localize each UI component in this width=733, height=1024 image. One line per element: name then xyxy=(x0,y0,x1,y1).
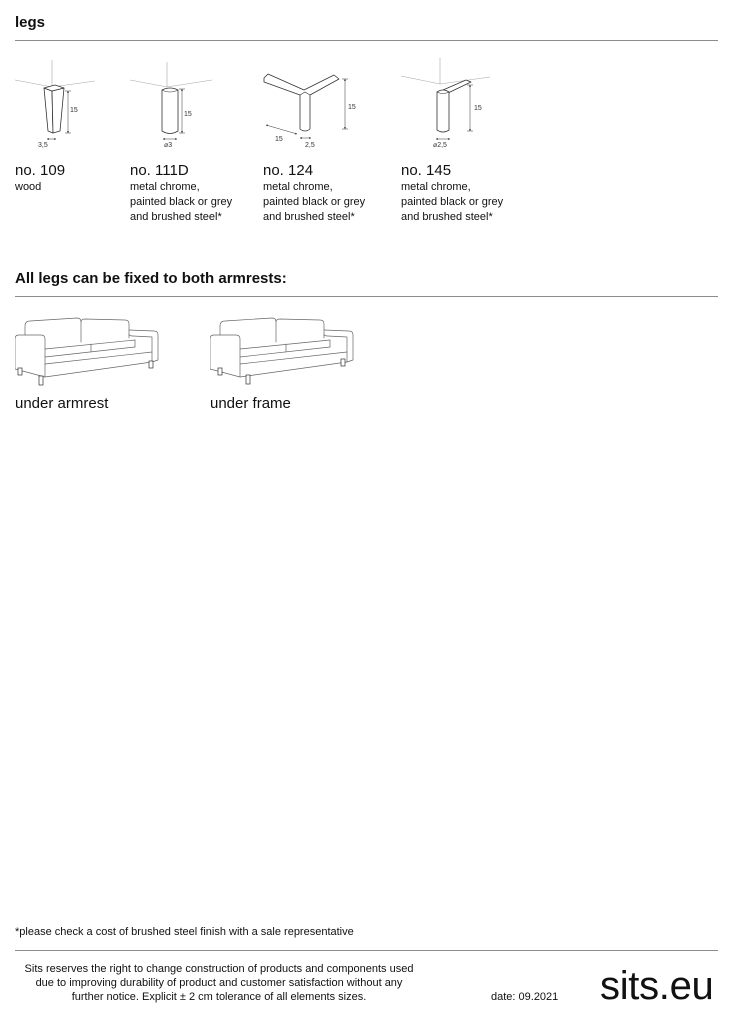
leg-model-name: no. 111D xyxy=(130,162,189,179)
sits-logo: sits.eu xyxy=(600,964,714,1008)
leg-109-left-face xyxy=(44,88,53,133)
leg-material: and brushed steel* xyxy=(263,211,355,223)
leg-model-name: no. 109 xyxy=(15,162,66,179)
mounting-option-under-frame: under frame xyxy=(210,395,291,412)
leg-model-name: no. 145 xyxy=(401,162,452,179)
room-corner-lines xyxy=(15,60,95,87)
leg-material: metal chrome, xyxy=(263,181,333,193)
leg-drawings xyxy=(0,0,520,160)
sofa-leg xyxy=(39,376,43,385)
sofa-base xyxy=(240,352,347,377)
leg-145-cylinder xyxy=(437,90,449,132)
leg-109-height-label: 15 xyxy=(70,107,78,114)
sofa-back-cushion-left xyxy=(220,318,276,342)
leg-material: and brushed steel* xyxy=(130,211,222,223)
leg-material: metal chrome, xyxy=(401,181,471,193)
sofa-leg xyxy=(341,359,345,366)
leg-124-info xyxy=(263,162,365,225)
legs-section-title: legs xyxy=(15,14,46,31)
leg-124-thickness-label: 2,5 xyxy=(305,142,315,149)
mounting-option-under-armrest: under armrest xyxy=(15,395,109,412)
leg-109-width-label: 3,5 xyxy=(38,142,48,149)
sofa-leg xyxy=(218,368,222,375)
leg-material: wood xyxy=(15,181,42,193)
sofa-right-armrest xyxy=(324,330,353,362)
footer-divider xyxy=(15,950,718,951)
leg-145-diameter-label: ⌀2,5 xyxy=(433,142,447,149)
leg-109-info xyxy=(15,162,65,195)
arm-dimension-line xyxy=(266,125,297,134)
sofa-left-armrest xyxy=(210,335,240,377)
sofa-seat-cushions xyxy=(45,340,135,357)
leg-124-drawing xyxy=(264,74,356,149)
leg-124-arm-label: 15 xyxy=(275,136,283,143)
leg-124-outline xyxy=(264,74,339,131)
sofa-leg xyxy=(18,368,22,375)
sofa-under-frame-drawing xyxy=(210,316,355,386)
sofa-base xyxy=(45,352,152,377)
leg-material: painted black or grey xyxy=(130,196,233,208)
leg-111d-diameter-label: ⌀3 xyxy=(164,142,173,149)
leg-145-info xyxy=(401,162,503,225)
sofa-back-cushion-right xyxy=(276,319,324,338)
leg-material: and brushed steel* xyxy=(401,211,493,223)
sofa-right-armrest xyxy=(129,330,158,362)
brushed-steel-footnote: *please check a cost of brushed steel finish with a sale representative xyxy=(15,926,354,938)
mounting-section-divider xyxy=(15,296,718,297)
sofa-back-cushion-left xyxy=(25,318,81,342)
sofa-back-cushion-right xyxy=(81,319,129,338)
leg-111d-drawing xyxy=(130,62,212,149)
disclaimer-line: Sits reserves the right to change construction of products and components used xyxy=(24,963,414,975)
disclaimer-line: due to improving durability of product and customer satisfaction without any xyxy=(35,977,403,989)
sofa-seat-cushions xyxy=(240,340,330,357)
disclaimer-line: further notice. Explicit ± 2 cm tolerance of all elements sizes. xyxy=(71,991,367,1003)
document-date: date: 09.2021 xyxy=(491,991,559,1003)
leg-material: metal chrome, xyxy=(130,181,200,193)
leg-109-drawing xyxy=(15,60,95,149)
leg-111d-height-label: 15 xyxy=(184,111,192,118)
footer-disclaimer xyxy=(10,962,428,1004)
sofa-leg xyxy=(149,361,153,368)
leg-material: painted black or grey xyxy=(263,196,366,208)
sofa-under-armrest-drawing xyxy=(15,316,160,386)
leg-124-height-label: 15 xyxy=(348,104,356,111)
leg-model-name: no. 124 xyxy=(263,162,314,179)
leg-109-right-face xyxy=(52,88,64,133)
sofa-leg xyxy=(246,375,250,384)
leg-material: painted black or grey xyxy=(401,196,504,208)
leg-111d-info xyxy=(130,162,232,225)
room-corner-lines xyxy=(130,62,212,87)
mounting-section-title: All legs can be fixed to both armrests: xyxy=(15,270,287,287)
leg-111d-cylinder xyxy=(162,88,178,134)
leg-145-drawing xyxy=(401,58,490,149)
room-corner-lines xyxy=(401,58,490,84)
leg-145-height-label: 15 xyxy=(474,105,482,112)
